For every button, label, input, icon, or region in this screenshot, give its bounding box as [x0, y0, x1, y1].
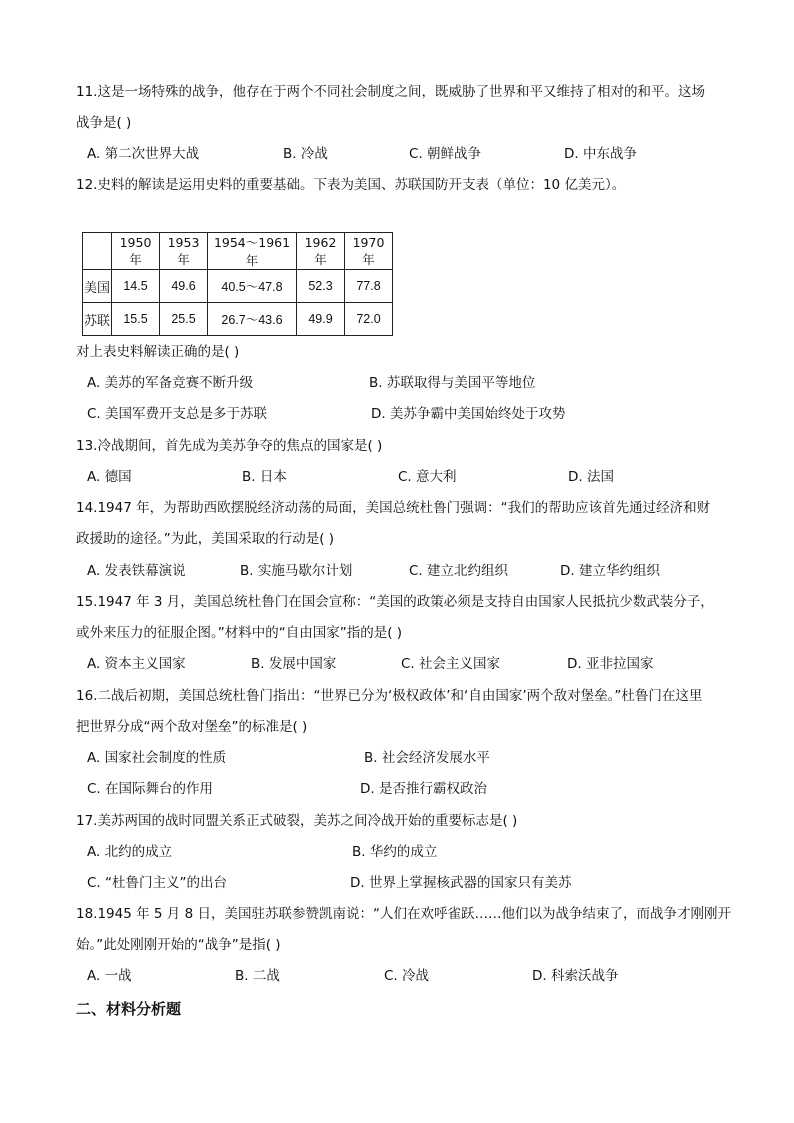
- table-cell: 14.5: [112, 270, 160, 303]
- q18-option-d[interactable]: D. 科索沃战争: [532, 968, 619, 984]
- q11-stem-line2: 战争是( ): [76, 115, 132, 131]
- table-row: [83, 270, 393, 303]
- q16-option-b[interactable]: B. 社会经济发展水平: [364, 750, 490, 766]
- q12-option-d[interactable]: D. 美苏争霸中美国始终处于攻势: [371, 406, 566, 422]
- q11-option-a[interactable]: A. 第二次世界大战: [87, 146, 200, 162]
- q17-stem: 17.美苏两国的战时同盟关系正式破裂，美苏之间冷战开始的重要标志是( ): [76, 813, 518, 829]
- q13-option-a[interactable]: A. 德国: [87, 469, 132, 485]
- table-header-cell: 1950 年: [112, 233, 160, 270]
- q11-option-b[interactable]: B. 冷战: [283, 146, 328, 162]
- q14-option-d[interactable]: D. 建立华约组织: [560, 563, 660, 579]
- table-cell: 52.3: [297, 270, 345, 303]
- table-row-label: 美国: [83, 270, 112, 303]
- q18-option-a[interactable]: A. 一战: [87, 968, 132, 984]
- table-header-cell: 1954～1961 年: [208, 233, 297, 270]
- defense-spending-table: [82, 232, 393, 336]
- q18-option-b[interactable]: B. 二战: [235, 968, 280, 984]
- table-corner-cell: [83, 233, 112, 270]
- table-cell: 40.5～47.8: [208, 270, 297, 303]
- table-row-label: 苏联: [83, 303, 112, 336]
- q18-stem-line2: 始。”此处刚刚开始的“战争”是指( ): [76, 937, 281, 953]
- q14-stem-line2: 政援助的途径。”为此，美国采取的行动是( ): [76, 531, 335, 547]
- q14-option-a[interactable]: A. 发表铁幕演说: [87, 563, 186, 579]
- q17-option-a[interactable]: A. 北约的成立: [87, 844, 173, 860]
- q14-option-b[interactable]: B. 实施马歇尔计划: [240, 563, 353, 579]
- q12-option-a[interactable]: A. 美苏的军备竞赛不断升级: [87, 375, 254, 391]
- q13-option-b[interactable]: B. 日本: [242, 469, 287, 485]
- q16-option-d[interactable]: D. 是否推行霸权政治: [360, 781, 487, 797]
- q18-stem-line1: 18.1945 年 5 月 8 日，美国驻苏联参赞凯南说：“人们在欢呼雀跃……他们以为战争结束了，而战争才刚刚开: [76, 906, 731, 922]
- section-heading: 二、材料分析题: [76, 1000, 182, 1018]
- q14-option-c[interactable]: C. 建立北约组织: [409, 563, 509, 579]
- q13-option-d[interactable]: D. 法国: [568, 469, 614, 485]
- q13-stem: 13.冷战期间，首先成为美苏争夺的焦点的国家是( ): [76, 438, 383, 454]
- table-cell: 77.8: [345, 270, 393, 303]
- q15-stem-line1: 15.1947 年 3 月，美国总统杜鲁门在国会宣称：“美国的政策必须是支持自由国家人民抵抗少数武装分子，: [76, 594, 714, 610]
- q16-option-a[interactable]: A. 国家社会制度的性质: [87, 750, 227, 766]
- table-cell: 26.7～43.6: [208, 303, 297, 336]
- q16-option-c[interactable]: C. 在国际舞台的作用: [87, 781, 214, 797]
- q12-option-c[interactable]: C. 美国军费开支总是多于苏联: [87, 406, 268, 422]
- q16-stem-line2: 把世界分成“两个敌对堡垒”的标准是( ): [76, 719, 308, 735]
- q16-stem-line1: 16.二战后初期，美国总统杜鲁门指出：“世界已分为‘极权政体’和‘自由国家’两个敌对堡垒。”杜鲁门在这里: [76, 688, 703, 704]
- table-cell: 49.6: [160, 270, 208, 303]
- q15-option-b[interactable]: B. 发展中国家: [251, 656, 337, 672]
- q17-option-b[interactable]: B. 华约的成立: [352, 844, 438, 860]
- table-row: [83, 303, 393, 336]
- table-cell: 25.5: [160, 303, 208, 336]
- q12-stem-line2: 对上表史料解读正确的是( ): [76, 344, 240, 360]
- table-cell: 15.5: [112, 303, 160, 336]
- q15-option-d[interactable]: D. 亚非拉国家: [567, 656, 654, 672]
- q11-stem-line1: 11.这是一场特殊的战争，他存在于两个不同社会制度之间，既威胁了世界和平又维持了相对的和平。这场: [76, 84, 705, 100]
- q15-option-a[interactable]: A. 资本主义国家: [87, 656, 186, 672]
- q15-stem-line2: 或外来压力的征服企图。”材料中的“自由国家”指的是( ): [76, 625, 403, 641]
- table-cell: 72.0: [345, 303, 393, 336]
- q13-option-c[interactable]: C. 意大利: [398, 469, 457, 485]
- q17-option-d[interactable]: D. 世界上掌握核武器的国家只有美苏: [350, 875, 572, 891]
- q12-option-b[interactable]: B. 苏联取得与美国平等地位: [369, 375, 536, 391]
- table-header-cell: 1970 年: [345, 233, 393, 270]
- q11-option-c[interactable]: C. 朝鲜战争: [409, 146, 482, 162]
- q17-option-c[interactable]: C. “杜鲁门主义”的出台: [87, 875, 227, 891]
- q15-option-c[interactable]: C. 社会主义国家: [401, 656, 501, 672]
- q12-stem-line1: 12.史料的解读是运用史料的重要基础。下表为美国、苏联国防开支表（单位：10 亿美元）。: [76, 177, 626, 193]
- q18-option-c[interactable]: C. 冷战: [384, 968, 430, 984]
- table-header-cell: 1962 年: [297, 233, 345, 270]
- table-cell: 49.9: [297, 303, 345, 336]
- q14-stem-line1: 14.1947 年，为帮助西欧摆脱经济动荡的局面，美国总统杜鲁门强调：“我们的帮助应该首先通过经济和财: [76, 500, 711, 516]
- table-header-row: [83, 233, 393, 270]
- q11-option-d[interactable]: D. 中东战争: [564, 146, 637, 162]
- table-header-cell: 1953 年: [160, 233, 208, 270]
